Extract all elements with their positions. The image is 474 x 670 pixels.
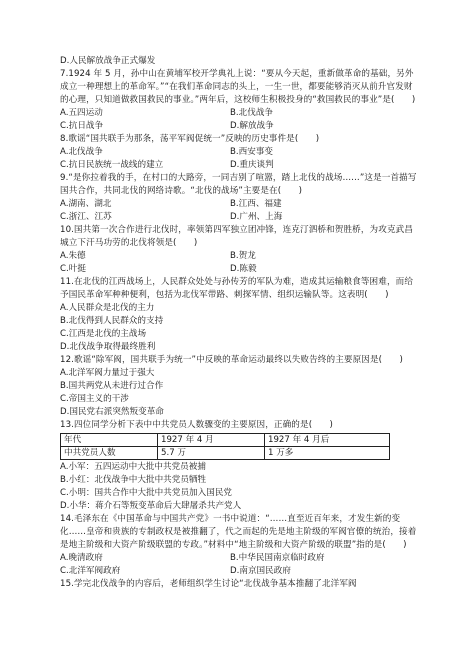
question-9-option-a[interactable]: A.湖南、湖北	[60, 199, 112, 209]
question-10-option-b[interactable]: B.贺龙	[230, 251, 256, 261]
question-8-option-d[interactable]: D.重庆谈判	[230, 160, 274, 170]
question-7-options-row-1	[60, 107, 420, 120]
table-header-cell: 1927 年 4 月	[158, 434, 265, 447]
question-12-option-d[interactable]: D.国民党右派突然叛变革命	[60, 407, 164, 417]
question-11-stem: 11.在北伐的江西战场上，人民群众处处与孙传芳的军队为难，造成其运输粮食等困难，而给予国民革命军种种便利，包括为北伐军带路、刺探军情、组织运输队等。这表明( )	[60, 277, 414, 300]
question-9-option-b[interactable]: B.江西、福建	[230, 199, 282, 209]
table-header-row	[61, 434, 390, 447]
question-14-stem: 14.毛泽东在《中国革命与中国共产党》一书中说道：“……直至近百年来，才发生新的变化……皇帝和贵族的专制政权是被推翻了，代之而起的先是地主阶级的军阀官僚的统治，接着是地主阶级和大资产阶级联盟的专政。”材料中“地主阶级和大资产阶级的联盟”指的是( )	[60, 514, 417, 550]
question-7-option-c[interactable]: C.抗日战争	[60, 121, 104, 131]
question-12	[60, 354, 420, 419]
question-8-option-a[interactable]: A.北伐战争	[60, 147, 103, 157]
question-11-option-d[interactable]: D.北伐战争取得最终胜利	[60, 342, 156, 352]
question-13-option-d[interactable]: D.小华：蒋介石等叛变革命后大肆屠杀共产党人	[60, 501, 242, 511]
party-membership-table	[60, 433, 390, 460]
question-8-options-row-1	[60, 146, 420, 159]
question-7-options-row-2	[60, 120, 420, 133]
question-8-option-c[interactable]: C.抗日民族统一战线的建立	[60, 160, 164, 170]
question-12-option-b[interactable]: B.国共两党从未进行过合作	[60, 381, 164, 391]
question-7-option-a[interactable]: A.五四运动	[60, 108, 103, 118]
question-11-option-a[interactable]: A.人民群众是北伐的主力	[60, 303, 155, 313]
question-14-option-c[interactable]: C.北洋军阀政府	[60, 566, 121, 576]
question-13-option-b[interactable]: B.小红：北伐战争中大批中共党员牺牲	[60, 475, 207, 485]
question-7-option-b[interactable]: B.北伐战争	[230, 108, 274, 118]
question-13-option-c[interactable]: C.小明：国共合作中大批中共党员加入国民党	[60, 488, 233, 498]
table-header-cell: 年代	[61, 434, 158, 447]
question-10	[60, 224, 420, 276]
question-15	[60, 578, 420, 591]
question-9-options-row-1	[60, 198, 420, 211]
question-14-option-b[interactable]: B.中华民国南京临时政府	[230, 553, 325, 563]
question-13-option-a[interactable]: A.小军：五四运动中大批中共党员被捕	[60, 462, 206, 472]
table-cell: 中共党员人数	[61, 447, 158, 460]
question-12-option-a[interactable]: A.北洋军阀力量过于强大	[60, 368, 155, 378]
question-11-option-b[interactable]: B.北伐得到人民群众的支持	[60, 316, 164, 326]
question-8-options-row-2	[60, 159, 420, 172]
question-8-stem: 8.歌谣“国共联手为那条，荡平军阀促统一”反映的历史事件是( )	[60, 134, 320, 144]
question-10-options-row-1	[60, 250, 420, 263]
question-10-stem: 10.国共第一次合作进行北伐时，率领第四军独立团冲锋，连克汀泗桥和贺胜桥，为攻克武昌城立下汗马功劳的北伐将领是( )	[60, 225, 414, 248]
question-7-stem: 7.1924 年 5 月，孙中山在黄埔军校开学典礼上说：“要从今天起，重新做革命的基础，另外成立一种理想上的革命军。”“在我们革命同志的头上，一生一世，都要能够消灭从前升官发财的心理，只知道做救国救民的事业。”两年后，这校师生积极投身的“救国救民的事业”是( )	[60, 69, 416, 105]
question-11-option-c[interactable]: C.江西是北伐的主战场	[60, 329, 147, 339]
question-14-option-d[interactable]: D.南京国民政府	[230, 566, 291, 576]
question-9-stem: 9.“是你拉着我的手，在村口的大路旁，一同吉别了喧嚣，踏上北伐的战场……”这是一首描写国共合作，共同北伐的网络诗歌。“北伐的战场”主要是在( )	[60, 173, 417, 196]
table-cell: 5.7 万	[158, 447, 265, 460]
question-8	[60, 133, 420, 172]
question-15-stem: 15.学完北伐战争的内容后，老师组织学生讨论“北伐战争基本推翻了北洋军阀	[60, 579, 357, 589]
question-11	[60, 276, 420, 354]
question-14-options-row-2	[60, 565, 420, 578]
question-9	[60, 172, 420, 224]
question-9-option-d[interactable]: D.广州、上海	[230, 212, 283, 222]
question-10-option-d[interactable]: D.陈毅	[230, 264, 257, 274]
question-9-options-row-2	[60, 211, 420, 224]
question-14-options-row-1	[60, 552, 420, 565]
question-13-stem: 13.四位同学分析下表中中共党员人数骤变的主要原因，正确的是( )	[60, 420, 333, 430]
question-10-option-a[interactable]: A.朱德	[60, 251, 86, 261]
table-row	[61, 447, 390, 460]
question-14	[60, 513, 420, 578]
question-7-option-d[interactable]: D.解放战争	[230, 121, 274, 131]
table-header-cell: 1927 年 4 月后	[265, 434, 390, 447]
q6-option-d: D.人民解放战争正式爆发	[60, 56, 156, 66]
question-12-stem: 12.歌谣“除军阀，国共联手为统一”中反映的革命运动最终以失败告终的主要原因是( )	[60, 355, 403, 365]
question-8-option-b[interactable]: B.西安事变	[230, 147, 274, 157]
question-9-option-c[interactable]: C.浙江、江苏	[60, 212, 112, 222]
question-10-options-row-2	[60, 263, 420, 276]
question-14-option-a[interactable]: A.晚清政府	[60, 553, 103, 563]
table-cell: 1 万多	[265, 447, 390, 460]
question-13	[60, 419, 420, 513]
question-7	[60, 68, 420, 133]
question-12-option-c[interactable]: C.帝国主义的干涉	[60, 394, 129, 404]
question-list	[60, 55, 420, 591]
question-10-option-c[interactable]: C.叶挺	[60, 264, 86, 274]
